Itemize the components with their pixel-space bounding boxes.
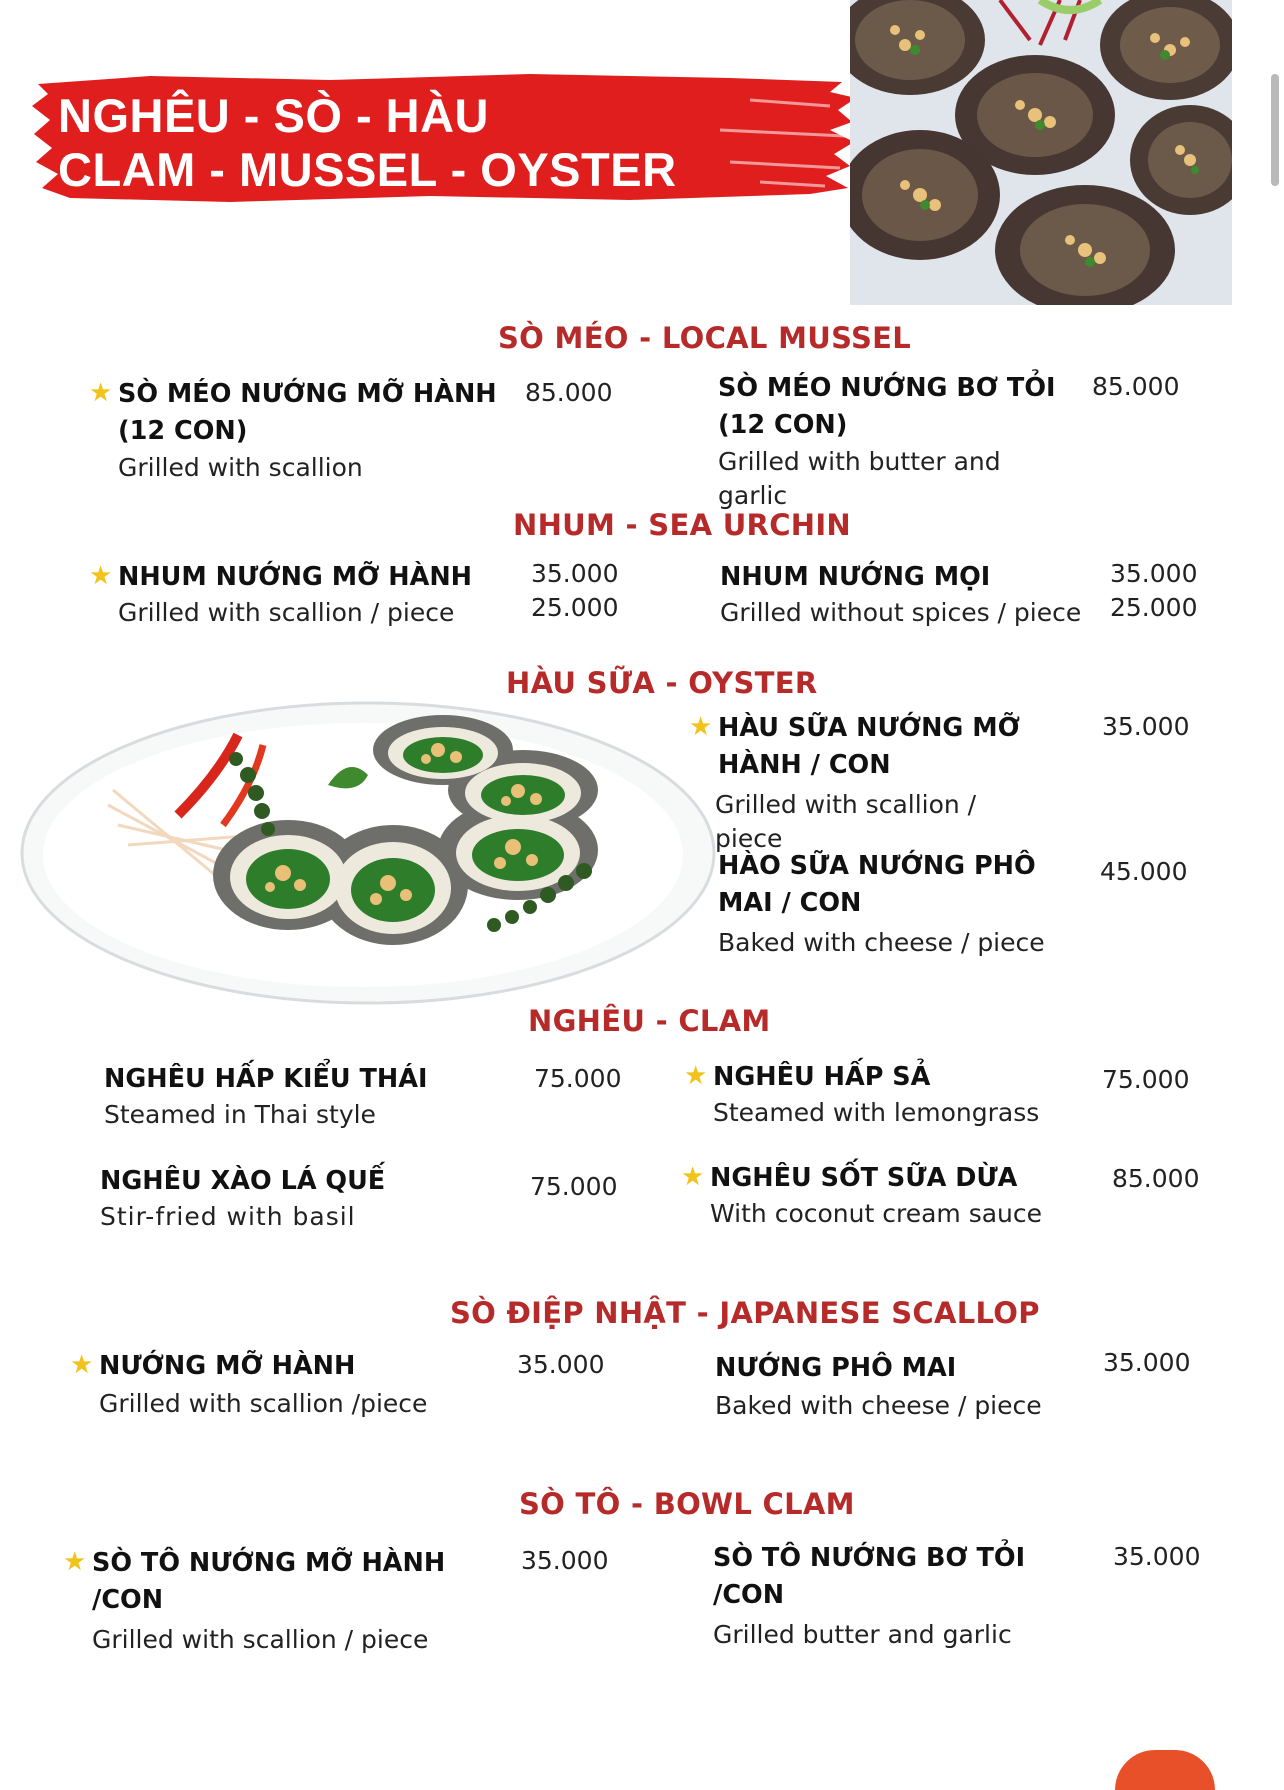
- menu-item: [715, 1350, 1075, 1423]
- item-description: Baked with cheese / piece: [718, 928, 1045, 957]
- item-price: 45.000: [1100, 857, 1188, 886]
- star-icon: ★: [70, 1350, 94, 1380]
- item-price: 75.000: [534, 1064, 622, 1093]
- star-icon: ★: [684, 1061, 708, 1091]
- item-price: 35.000: [1110, 559, 1198, 588]
- menu-item: [63, 1545, 472, 1657]
- section-title-oyster: HÀU SỮA - OYSTER: [506, 666, 818, 700]
- item-description: Baked with cheese / piece: [715, 1391, 1042, 1420]
- scrollbar[interactable]: [1271, 74, 1279, 186]
- section-title-clam: NGHÊU - CLAM: [528, 1004, 771, 1038]
- item-description: Grilled with scallion / piece: [118, 598, 455, 627]
- menu-item: [681, 1160, 1070, 1231]
- item-name: HÀU SỮA NƯỚNG MỠ HÀNH / CON: [718, 713, 1020, 780]
- menu-item: [100, 1163, 500, 1234]
- item-description: Grilled without spices / piece: [720, 598, 1082, 627]
- menu-item: [713, 1540, 1043, 1652]
- star-icon: ★: [681, 1162, 705, 1192]
- star-icon: ★: [689, 712, 713, 742]
- section-title-sea-urchin: NHUM - SEA URCHIN: [513, 508, 852, 542]
- header-title-vi: NGHÊU - SÒ - HÀU: [58, 89, 489, 142]
- oyster-photo: [18, 695, 720, 1010]
- sea-urchin-photo: [850, 0, 1232, 305]
- star-icon: ★: [89, 378, 113, 408]
- item-name: SÒ MÉO NƯỚNG BƠ TỎI (12 CON): [718, 373, 1056, 440]
- menu-item: [89, 559, 478, 630]
- header-banner: [30, 70, 860, 210]
- section-title-local-mussel: SÒ MÉO - LOCAL MUSSEL: [498, 321, 912, 355]
- menu-item: [718, 370, 1068, 513]
- corner-decoration: [1115, 1750, 1215, 1790]
- item-name: NGHÊU XÀO LÁ QUẾ: [100, 1166, 386, 1196]
- item-description: Steamed in Thai style: [104, 1100, 376, 1129]
- item-name: NHUM NƯỚNG MỌI: [720, 562, 991, 592]
- item-price-alt: 25.000: [531, 593, 619, 622]
- item-price: 85.000: [525, 378, 613, 407]
- item-name: HÀO SỮA NƯỚNG PHÔ MAI / CON: [718, 851, 1036, 918]
- item-price: 35.000: [521, 1546, 609, 1575]
- header-title-en: CLAM - MUSSEL - OYSTER: [58, 143, 677, 196]
- item-price-alt: 25.000: [1110, 593, 1198, 622]
- item-name: NHUM NƯỚNG MỠ HÀNH: [118, 562, 472, 592]
- item-price: 35.000: [517, 1350, 605, 1379]
- menu-item: [684, 1059, 1073, 1130]
- item-price: 75.000: [1102, 1065, 1190, 1094]
- menu-item: [718, 848, 1048, 960]
- item-description: Grilled butter and garlic: [713, 1620, 1012, 1649]
- item-price: 85.000: [1092, 372, 1180, 401]
- item-name: NGHÊU HẤP KIỂU THÁI: [104, 1064, 428, 1094]
- item-description: Steamed with lemongrass: [713, 1098, 1040, 1127]
- item-name: NGHÊU HẤP SẢ: [713, 1062, 931, 1092]
- star-icon: ★: [63, 1547, 87, 1577]
- item-price: 75.000: [530, 1172, 618, 1201]
- item-name: NƯỚNG MỠ HÀNH: [99, 1351, 356, 1381]
- item-name: NGHÊU SỐT SỮA DỪA: [710, 1163, 1018, 1193]
- star-icon: ★: [89, 561, 113, 591]
- item-price: 35.000: [1113, 1542, 1201, 1571]
- item-description: Grilled with scallion /piece: [99, 1389, 428, 1418]
- item-price: 85.000: [1112, 1164, 1200, 1193]
- item-description: Grilled with scallion: [118, 453, 363, 482]
- item-name: SÒ TÔ NƯỚNG BƠ TỎI /CON: [713, 1543, 1026, 1610]
- section-title-bowl-clam: SÒ TÔ - BOWL CLAM: [519, 1487, 855, 1521]
- item-name: SÒ TÔ NƯỚNG MỠ HÀNH /CON: [92, 1548, 446, 1615]
- menu-item: [689, 710, 1048, 856]
- item-description: With coconut cream sauce: [710, 1199, 1043, 1228]
- menu-item: [70, 1348, 499, 1421]
- item-description: Grilled with scallion / piece: [92, 1625, 429, 1654]
- item-description: Grilled with scallion / piece: [715, 790, 977, 853]
- item-description: Stir-fried with basil: [100, 1202, 356, 1231]
- menu-item: [720, 559, 1090, 630]
- menu-item: [104, 1061, 504, 1132]
- item-description: Grilled with butter and garlic: [718, 447, 1001, 510]
- item-price: 35.000: [1102, 712, 1190, 741]
- menu-item: [89, 376, 498, 485]
- section-title-scallop: SÒ ĐIỆP NHẬT - JAPANESE SCALLOP: [450, 1296, 1040, 1330]
- item-name: SÒ MÉO NƯỚNG MỠ HÀNH (12 CON): [118, 379, 497, 446]
- item-price: 35.000: [1103, 1348, 1191, 1377]
- item-name: NƯỚNG PHÔ MAI: [715, 1353, 957, 1383]
- item-price: 35.000: [531, 559, 619, 588]
